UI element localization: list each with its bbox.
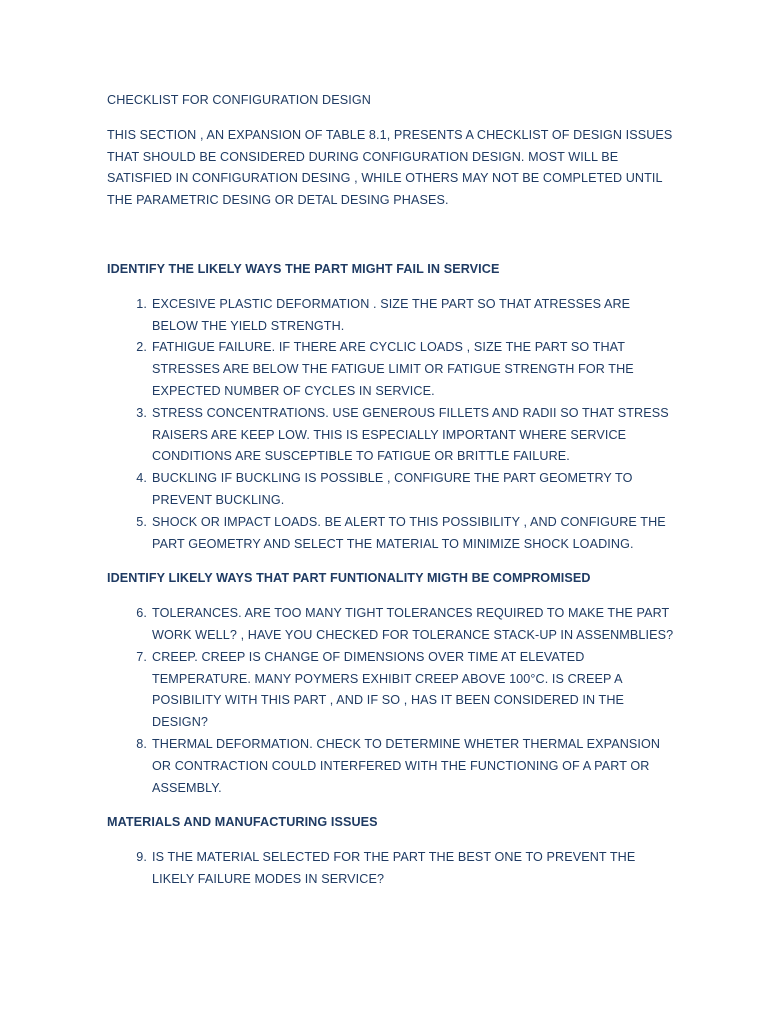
list-item-number: 1. <box>136 296 147 311</box>
list-item-text: STRESS CONCENTRATIONS. USE GENEROUS FILLETS AND RADII SO THAT STRESS RAISERS ARE KEEP LOW. THIS IS ESPECIALLY IMPORTANT WHERE SERVICE CONDITIONS ARE SUSCEPTIBLE TO FATIGUE OR BRITTLE FAILURE. <box>152 405 669 464</box>
list-item-number: 7. <box>136 649 147 664</box>
list-item <box>107 468 677 512</box>
section-heading-functionality: IDENTIFY LIKELY WAYS THAT PART FUNTIONALITY MIGTH BE COMPROMISED <box>107 571 591 586</box>
list-item-text: FATHIGUE FAILURE. IF THERE ARE CYCLIC LOADS , SIZE THE PART SO THAT STRESSES ARE BELOW THE FATIGUE LIMIT OR FATIGUE STRENGTH FOR THE EXPECTED NUMBER OF CYCLES IN SERVICE. <box>152 340 634 398</box>
section-heading-materials: MATERIALS AND MANUFACTURING ISSUES <box>107 815 378 830</box>
list-item-text: IS THE MATERIAL SELECTED FOR THE PART THE BEST ONE TO PREVENT THE LIKELY FAILURE MODES IN SERVICE? <box>152 850 636 886</box>
list-item-number: 9. <box>136 850 147 865</box>
list-item <box>107 603 677 647</box>
list-item <box>107 403 677 468</box>
list-item-number: 4. <box>136 471 147 486</box>
failure-modes-list <box>107 294 677 556</box>
list-item <box>107 847 677 891</box>
list-item-text: SHOCK OR IMPACT LOADS. BE ALERT TO THIS POSSIBILITY , AND CONFIGURE THE PART GEOMETRY AND SELECT THE MATERIAL TO MINIMIZE SHOCK LOADING. <box>152 514 666 551</box>
list-item-number: 5. <box>136 514 147 529</box>
list-item <box>107 647 677 734</box>
list-item-number: 6. <box>136 606 147 621</box>
list-item-number: 8. <box>136 736 147 751</box>
list-item <box>107 512 677 556</box>
list-item-number: 2. <box>136 340 147 355</box>
document-body <box>107 90 677 891</box>
list-item-text: THERMAL DEFORMATION. CHECK TO DETERMINE WHETER THERMAL EXPANSION OR CONTRACTION COULD INTERFERED WITH THE FUNCTIONING OF A PART OR ASSEMBLY. <box>152 736 661 795</box>
list-item-number: 3. <box>136 405 147 420</box>
materials-list <box>107 847 677 891</box>
document-title: CHECKLIST FOR CONFIGURATION DESIGN <box>107 93 371 107</box>
functionality-list <box>107 603 677 799</box>
list-item-text: CREEP. CREEP IS CHANGE OF DIMENSIONS OVER TIME AT ELEVATED TEMPERATURE. MANY POYMERS EXHIBIT CREEP ABOVE 100°C. IS CREEP A POSIBILITY WITH THIS PART , AND IF SO , HAS IT BEEN CONSIDERED IN THE DESIGN? <box>152 649 625 730</box>
intro-paragraph: THIS SECTION , AN EXPANSION OF TABLE 8.1, PRESENTS A CHECKLIST OF DESIGN ISSUES THAT SHOULD BE CONSIDERED DURING CONFIGURATION DESIGN. MOST WILL BE SATISFIED IN CONFIGURATION DESING , WHILE OTHERS MAY NOT BE COMPLETED UNTIL THE PARAMETRIC DESING OR DETAL DESING PHASES. <box>107 127 673 208</box>
section-heading-failure-modes: IDENTIFY THE LIKELY WAYS THE PART MIGHT FAIL IN SERVICE <box>107 261 500 276</box>
list-item <box>107 734 677 799</box>
list-item-text: TOLERANCES. ARE TOO MANY TIGHT TOLERANCES REQUIRED TO MAKE THE PART WORK WELL? , HAVE YOU CHECKED FOR TOLERANCE STACK-UP IN ASSENMBLIES? <box>152 606 674 642</box>
list-item-text: BUCKLING IF BUCKLING IS POSSIBLE , CONFIGURE THE PART GEOMETRY TO PREVENT BUCKLING. <box>152 471 633 507</box>
list-item <box>107 294 677 338</box>
list-item-text: EXCESIVE PLASTIC DEFORMATION . SIZE THE PART SO THAT ATRESSES ARE BELOW THE YIELD STRENGTH. <box>152 296 631 333</box>
list-item <box>107 337 677 402</box>
